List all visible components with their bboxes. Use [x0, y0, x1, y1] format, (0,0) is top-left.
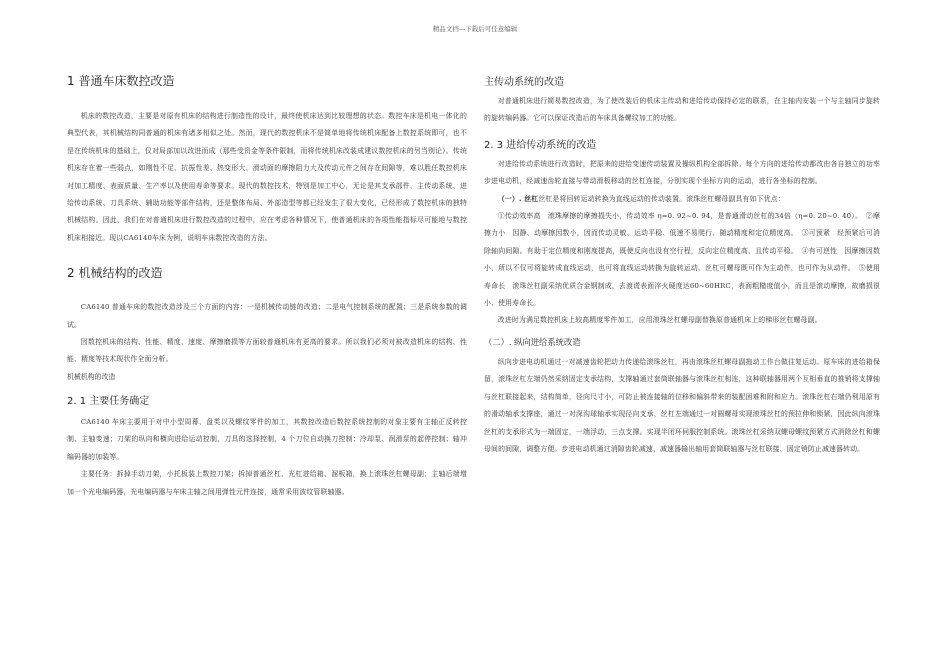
section-2-3-paragraph-1: 对进给传动系统进行改造时，把原来的进给变速传动装置及操纵机构全部拆除。每个方向的进给传动都改由各自独立的功率步进电动机，经减速齿轮直接与带动滑板移动的丝杠连接，分别实现个坐标方向的运动，进行各坐标的控制。 [484, 159, 880, 186]
subsection-2-paragraph: 纵向步进电动机通过一对减速齿轮把动力传递给滚珠丝杠，再由滚珠丝杠螺母副拖动工作台做往复运动。原车床的进给箱保留，滚珠丝杠左端仍然采纳固定支承结构，支撑轴通过套筒联轴器与滚珠丝杠相连，这种联轴器用两个互相垂直的推销将支撑轴与丝杠联接起来，结构简单，径向尺寸小，可防止被连接轴的位移和偏斜带来的装配困难和附和应力。滚珠丝杠右端仍利用原有的滑动轴承支撑座，通过一对深沟球轴承实现径向支承，丝杠左端通过一对圆螺母实现滚珠丝杠的预拉伸和锁紧，因此纵向滚珠丝杠的支承形式为一端固定，一端浮动，三点支撑。实现半闭环伺服控制系统。滚珠丝杠采纳双螺母螺纹预紧方式消除丝杠和螺母间的间隙，调整方便。步进电动机通过消隙齿轮减速，减速器输出轴用套筒联轴器与丝杠联接，固定销防止减速器转动。 [484, 357, 880, 453]
section-1-title: 1 普通车床数控改造 [67, 74, 175, 88]
section-2-1-paragraph-1: CA6140 车床主要用于对中小型周幕、盘类以及螺纹零件的加工，其数控改造后数控系统控制的对象主要有主轴正反转控制、主轴变速；刀架的纵向和横向进给运动控制，刀具的选择控制，4 个刀位自动换刀控制；冷却泵、润滑泵的起停控制；轴冲编码器的加装等。 [67, 417, 467, 461]
section-2-2-paragraph: 对普通机床进行简易数控改造，为了使改装后的机床主传动和进给传动保持必定的联系，在主轴内安装一个与主轴同步旋转的旋转编码器。它可以保证改造后的车床具备螺纹加工的功能。 [484, 97, 880, 123]
right-column [484, 66, 880, 458]
subsection-1-text: 丝杠是将回转运动转换为直线运动的传动装置。滚珠丝杠螺母副具有如下优点： [538, 194, 785, 203]
section-2-line: 机械机构的改造 [67, 372, 116, 381]
section-2-title: 2 机械结构的改造 [67, 266, 163, 281]
section-1-paragraph: 机床的数控改造，主要是对原有机床的结构进行制造性的设计，最终使机床达到比较理想的状态。数控车床是机电一体化的典型代表，其机械结构同普通的机床有诸多相似之处。然而，现代的数控机床不是简单地将传统机床配备上数控系统即可，也不是在传统机床的基础上，仅对局部加以改进而成（那些受资金等条件限制，而将传统机床改装成建议数控机床的另当别论）。传统机床存在着一些弱点，如刚性不足、抗振性差、热变形大、滑动面的摩擦阻力大及传动元件之间存在间隙等，难以胜任数控机床对加工精度、表面质量、生产率以及使用寿命等要求。现代的数控技术，特别是加工中心，无论是其支承部件、主传动系统、进给传动系统、刀具系统、辅助功能等部件结构，还是整体布局、外部造型等都已经发生了很大变化，已经形成了数控机床的独特机械结构。因此，我们在对普通机床进行数控改造的过程中，应在考虑各种情况下，使普通机床的各项性能指标尽可能地与数控机床相接近。现以CA6140车床为例，说明车床数控改造的方法。 [67, 112, 467, 242]
section-2-3-title: 2. 3 进给传动系统的改造 [484, 139, 597, 151]
section-2-paragraph-1: CA6140 普通车床的数控改造涉及三个方面的内容：一是机械传动链的改造；二是电气控制系统的配置；三是系统参数的调试。 [67, 303, 467, 329]
section-2-3-advantages: ①传动效率高 滚珠摩擦的摩擦损失小，传动效率 η=0. 92~0. 94，是普通滑动丝杠的34倍（η=0. 20~0. 40）。 ②摩擦力小 因静、动摩擦因数小，因而传动灵敏、运动平稳、低速不易爬行、随动精度和定位精度高。 ③可预紧 经预紧后可消除轴向间隙。有助于定位精度和刚度提高，既使反向也没有空行程，反向定位精度高，且传动平稳。 ④有可逆性 因摩擦因数小，所以不仅可将旋转成直线运动，也可将直线运动转换为旋转运动，丝杠可螺母既可作为主动件，也可作为从动件。 ⑤使用寿命长 滚珠丝杠副采纳优质合金钢制成，去渡谎表面淬火硬度达60~60HRC，表面粗糙度值小，而且是滚动摩擦，故磨损很小、使用寿命长。 [484, 212, 880, 308]
page-header: 精品文档---下载后可任意编辑 [432, 25, 518, 33]
section-2-2-title: 主传动系统的改造 [484, 77, 564, 88]
subsection-2-title: （二）. 纵向进给系统改造 [484, 336, 581, 347]
section-2-1-title: 2. 1 主要任务确定 [67, 395, 150, 407]
section-2-paragraph-2: 因数控机床的结构、性能、精度、速度、摩擦磨损等方面较普通机床有更高的要求。所以我们必须对被改造机床的结构、性能、精度等技术现状作全面分析。 [67, 338, 467, 364]
left-column [67, 66, 467, 501]
section-2-3-subsection-1 [484, 191, 880, 208]
section-2-3-paragraph-4: 改进时为满足数控机床上较高精度零件加工，应用滚珠丝杠螺母副替换原普通机床上的梯形丝杠螺母副。 [497, 316, 822, 325]
subsection-1-label: （一）. 丝杠 [497, 194, 539, 203]
section-2-1-paragraph-2: 主要任务：拆掉手动刀架，小托板装上数控刀架；拆掉普通丝杠、光杠进给箱、溜板箱，换上滚珠丝杠螺母副；主轴后端增加一个光电编码器，光电编码器与车床主轴之间用弹性元件连接，通常采用波纹管联轴器。 [67, 470, 467, 496]
